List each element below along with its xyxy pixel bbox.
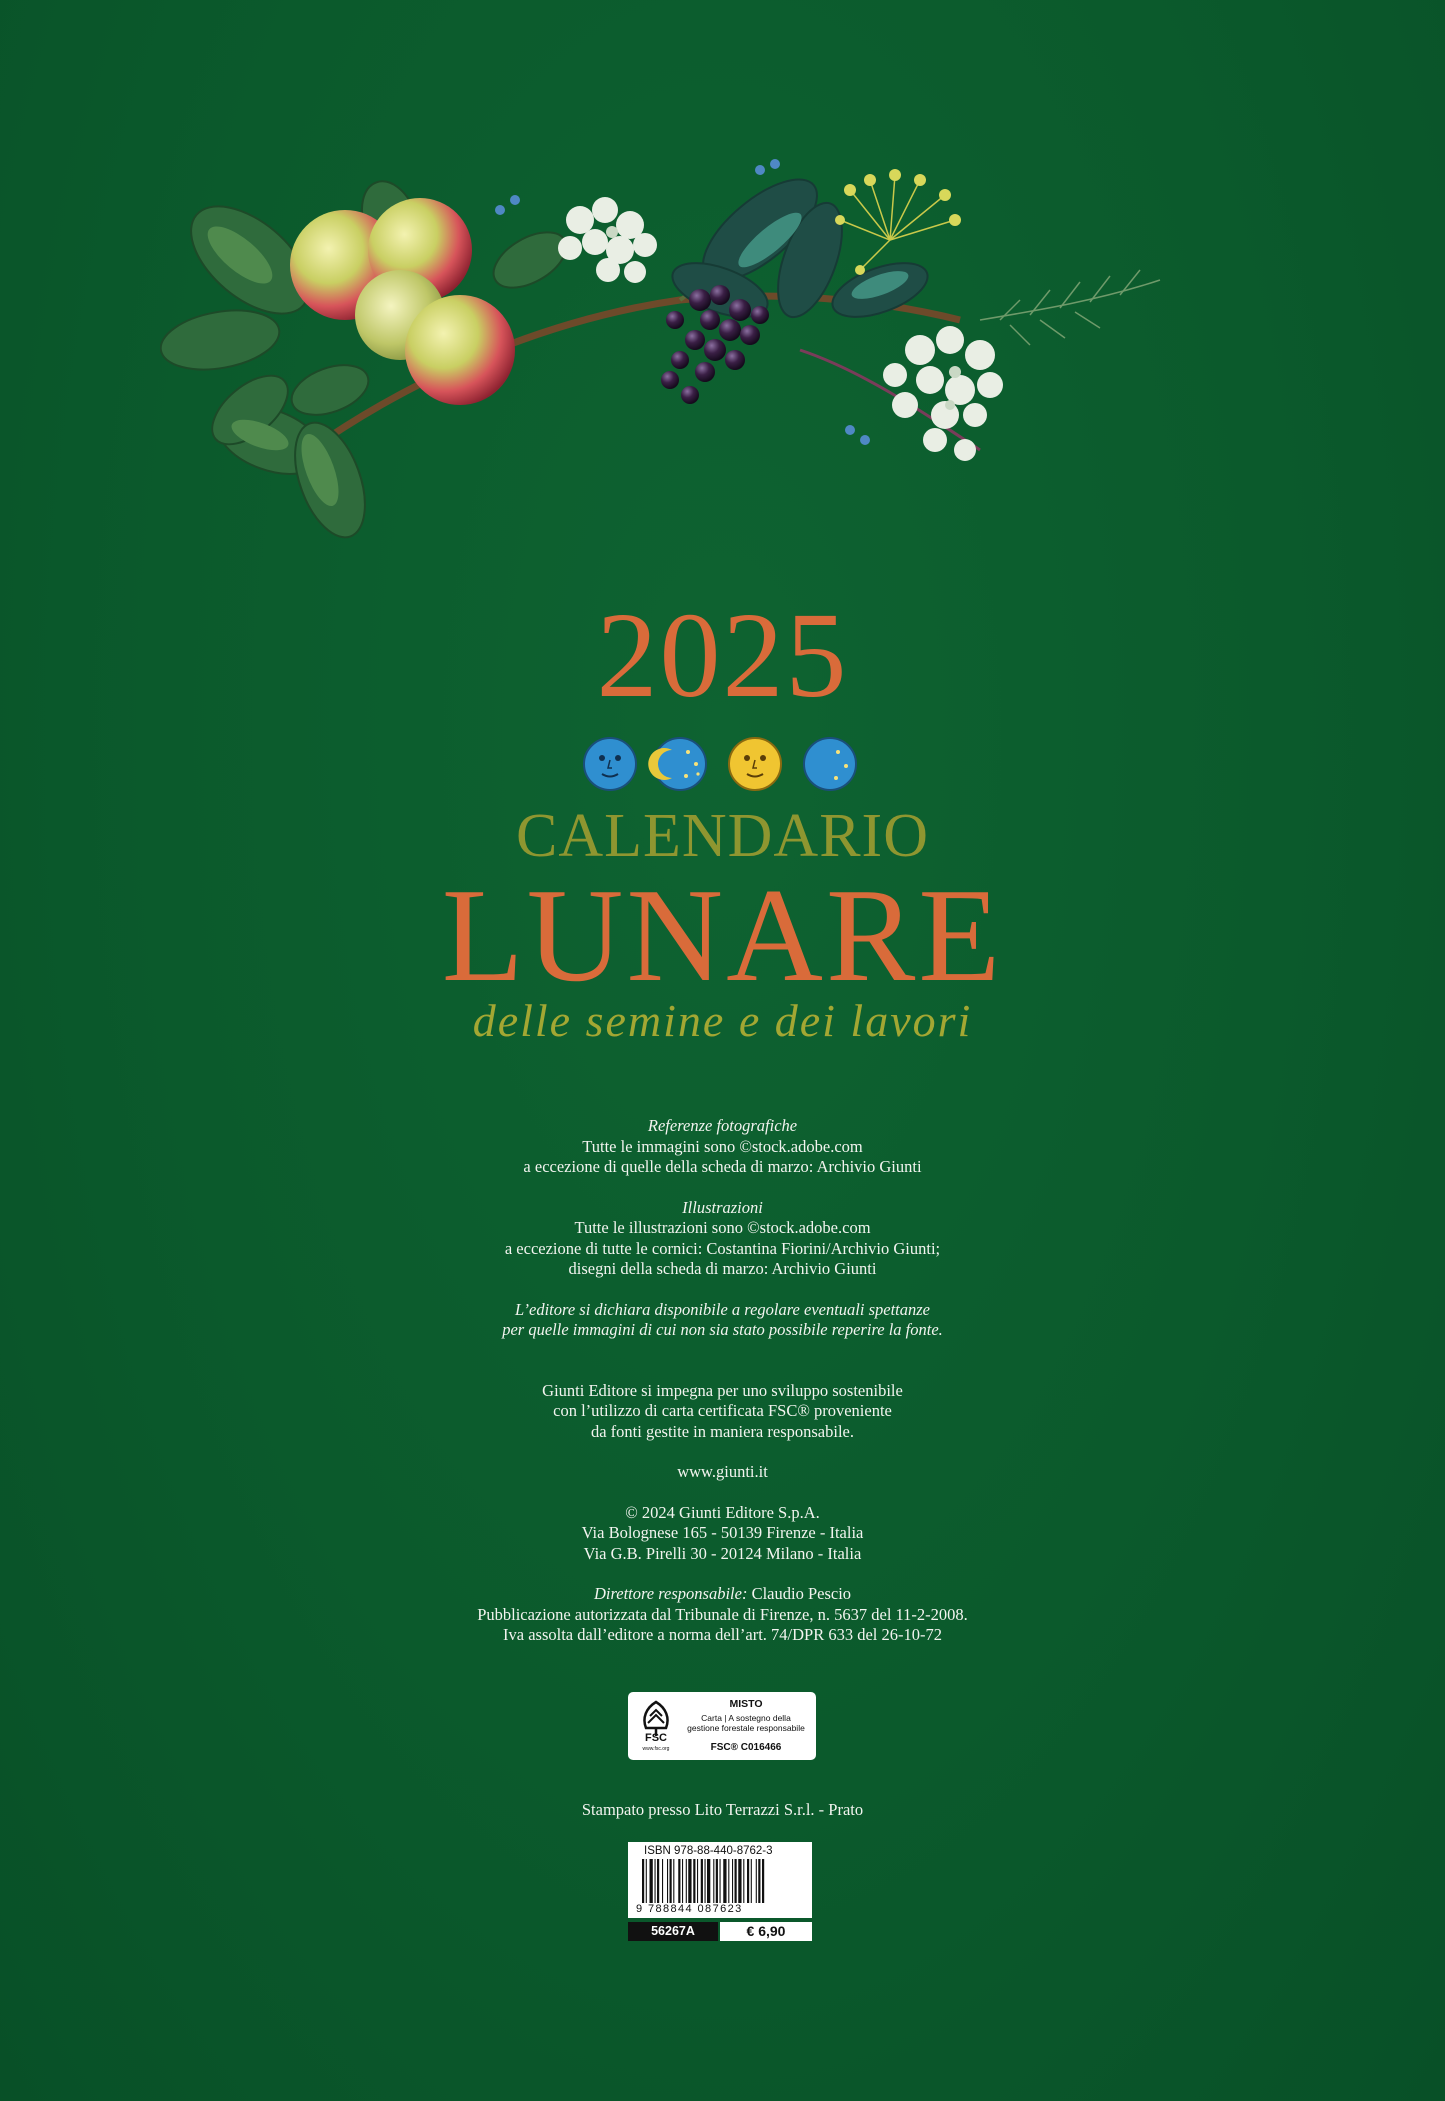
moon-phase-icons [580, 736, 860, 796]
address-line: Via Bolognese 165 - 50139 Firenze - Italia [581, 1523, 864, 1542]
credits-block [0, 1116, 1445, 1646]
printer-line: Stampato presso Lito Terrazzi S.r.l. - Prato [581, 1800, 864, 1819]
barcode-bar [713, 1859, 714, 1905]
barcode-bar [762, 1859, 764, 1905]
barcode-box [628, 1842, 812, 1918]
sun-face-icon [729, 738, 781, 790]
barcode-bar [682, 1859, 683, 1905]
sustainability-line: con l’utilizzo di carta certificata FSC® proveniente [553, 1401, 892, 1420]
subtitle: delle semine e dei lavori [472, 995, 973, 1046]
director-name: Claudio Pescio [751, 1584, 852, 1603]
barcode-bar [735, 1859, 737, 1905]
starry-moon-icon [648, 738, 706, 790]
publication-authorization: Pubblicazione autorizzata dal Tribunale di Firenze, n. 5637 del 11-2-2008. [477, 1604, 968, 1624]
barcode-bar [720, 1859, 721, 1905]
illustration-credits-heading: Illustrazioni [682, 1197, 763, 1217]
barcode-bar [723, 1859, 726, 1905]
illustration-credits-line: Tutte le illustrazioni sono ©stock.adobe.com [574, 1218, 871, 1237]
illustration-credits-line: a eccezione di tutte le cornici: Costantina Fiorini/Archivio Giunti; [504, 1238, 941, 1258]
barcode-bar [662, 1859, 663, 1905]
director-line [0, 1584, 1445, 1605]
address-line: Via G.B. Pirelli 30 - 20124 Milano - Italia [583, 1543, 862, 1563]
barcode-bar [705, 1859, 706, 1905]
calendar-year: 2025 [596, 588, 849, 723]
barcode-bar [688, 1859, 691, 1905]
barcode-digits: 9 788844 087623 [636, 1903, 808, 1915]
director-label: Direttore responsabile: [593, 1584, 748, 1603]
fsc-misto-label: MISTO [729, 1698, 763, 1710]
barcode-bar [657, 1859, 659, 1905]
barcode-bar [650, 1859, 653, 1905]
title-calendario: CALENDARIO [516, 802, 929, 870]
barcode-bar [743, 1859, 744, 1905]
barcode-bar [697, 1859, 698, 1905]
photo-credits-line: a eccezione di quelle della scheda di marzo: Archivio Giunti [523, 1157, 922, 1176]
barcode-bar [667, 1859, 668, 1905]
fsc-website: www.fsc.org [642, 1746, 670, 1752]
disclaimer-line: per quelle immagini di cui non sia stato possibile reperire la fonte. [502, 1320, 943, 1339]
fsc-logo-text: FSC [645, 1732, 667, 1744]
barcode-bar [693, 1859, 695, 1905]
barcode-bar [728, 1859, 729, 1905]
fsc-description-line: Carta | A sostegno della [701, 1713, 791, 1723]
fsc-label [628, 1692, 816, 1760]
disclaimer-line: L’editore si dichiara disponibile a regolare eventuali spettanze [514, 1299, 931, 1319]
barcode-bar [673, 1859, 674, 1905]
copyright: © 2024 Giunti Editore S.p.A. [625, 1502, 820, 1522]
barcode-bar [655, 1859, 656, 1905]
price: € 6,90 [720, 1922, 812, 1941]
barcode-bar [738, 1859, 741, 1905]
barcode-bar [716, 1859, 718, 1905]
title-lunare: LUNARE [441, 861, 1004, 1009]
sustainability-line: Giunti Editore si impegna per uno sviluppo sostenibile [542, 1380, 903, 1400]
barcode-bar [646, 1859, 647, 1905]
barcode-bar [758, 1859, 760, 1905]
sustainability-line: da fonti gestite in maniera responsabile. [590, 1421, 854, 1441]
barcode-bar [678, 1859, 680, 1905]
barcode-bar [751, 1859, 752, 1905]
barcode-bar [670, 1859, 672, 1905]
illustration-credits-line: disegni della scheda di marzo: Archivio Giunti [568, 1259, 877, 1278]
botanical-illustration [160, 150, 1320, 620]
barcode-bar [756, 1859, 757, 1905]
barcode-bar [642, 1859, 644, 1905]
vat-note: Iva assolta dall’editore a norma dell’art. 74/DPR 633 del 26-10-72 [503, 1625, 942, 1644]
barcode-bar [707, 1859, 710, 1905]
crescent-moon-icon [800, 738, 856, 790]
product-code: 56267A [628, 1922, 718, 1941]
price-row [628, 1922, 812, 1941]
full-moon-face-icon [584, 738, 636, 790]
fsc-code: FSC® C016466 [710, 1742, 782, 1753]
photo-credits-line: Tutte le immagini sono ©stock.adobe.com [582, 1136, 863, 1156]
barcode-bar [686, 1859, 687, 1905]
fsc-description [684, 1713, 808, 1733]
isbn-text: ISBN 978-88-440-8762-3 [644, 1845, 773, 1857]
website: www.giunti.it [677, 1462, 768, 1481]
barcode-bars [642, 1859, 800, 1905]
barcode-bar [747, 1859, 749, 1905]
barcode-bar [732, 1859, 733, 1905]
barcode-bar [701, 1859, 703, 1905]
photo-credits-heading: Referenze fotografiche [647, 1116, 798, 1135]
fsc-description-line: gestione forestale responsabile [687, 1723, 805, 1733]
